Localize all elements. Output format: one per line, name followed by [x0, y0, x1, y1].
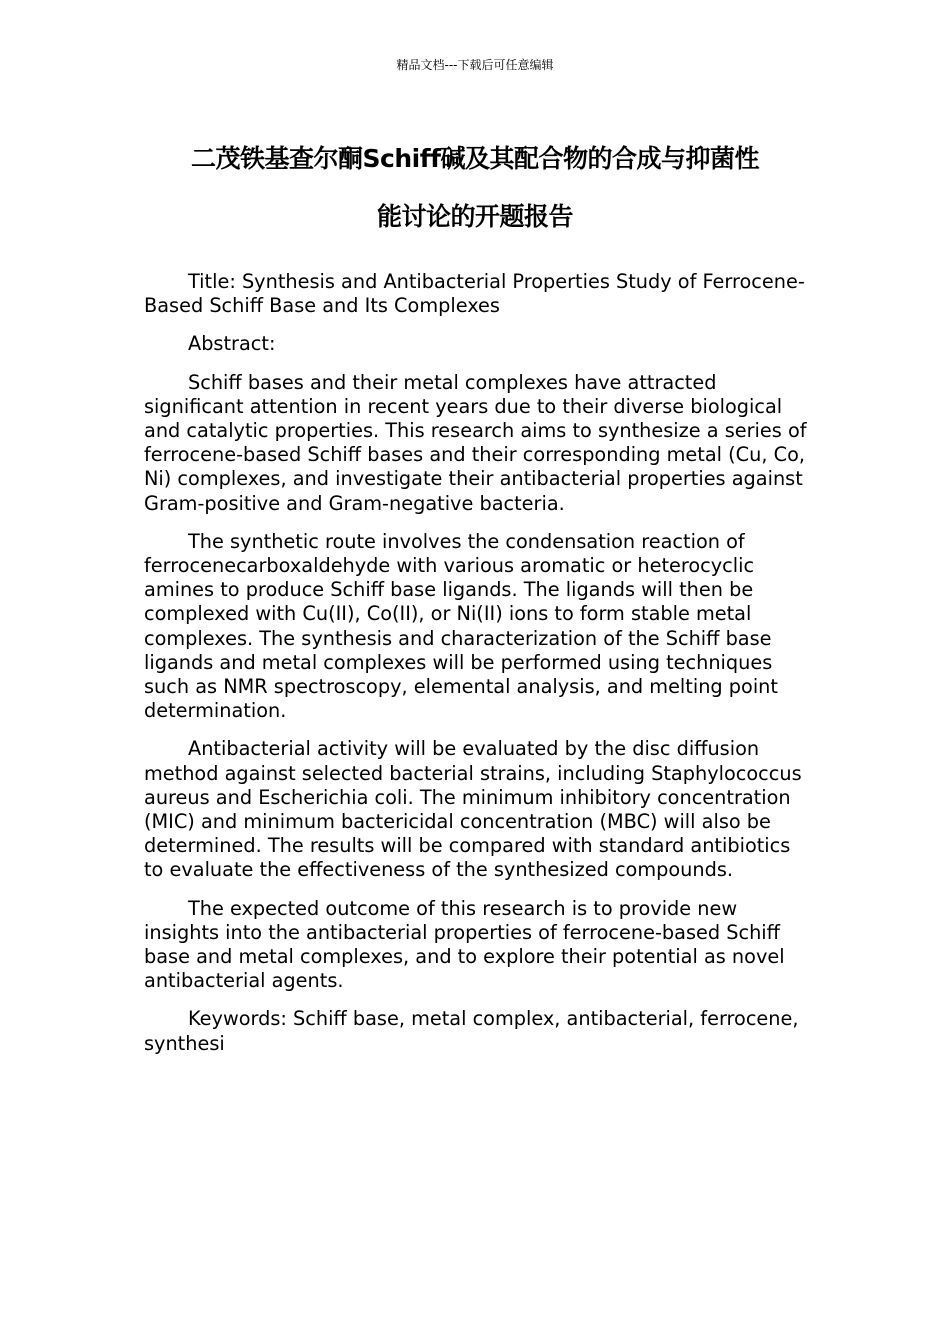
abstract-paragraph-outcome: The expected outcome of this research is to provide new insights into the antibacterial properties of ferrocene-based Schiff base and metal complexes, and to explore their potential as novel antibacterial agents. [144, 896, 785, 993]
abstract-paragraph-synthesis: The synthetic route involves the condensation reaction of ferrocenecarboxaldehyde with various aromatic or heterocyclic amines to produce Schiff base ligands. The ligands will then be complexed with Cu(II), Co(II), or Ni(II) ions to form stable metal complexes. The synthesis and characterization of the Schiff base ligands and metal complexes will be performed using techniques such as NMR spectroscopy, elemental analysis, and melting point determination. [144, 529, 778, 723]
document-title [130, 130, 820, 246]
title-line-2: 能讨论的开题报告 [376, 202, 573, 231]
title-line-1: 二茂铁基查尔酮Schiff碱及其配合物的合成与抑菌性 [191, 144, 759, 173]
document-body [144, 270, 808, 1070]
keywords-paragraph: Keywords: Schiff base, metal complex, antibacterial, ferrocene, synthesi [144, 1007, 799, 1055]
abstract-paragraph-antibacterial: Antibacterial activity will be evaluated by the disc diffusion method against selected bacterial strains, including Staphylococcus aureus and Escherichia coli. The minimum inhibitory concentration (MIC) and minimum bactericidal concentration (MBC) will also be determined. The results will be compared with standard antibiotics to evaluate the effectiveness of the synthesized compounds. [144, 737, 802, 882]
header-note: 精品文档---下载后可任意编辑 [396, 58, 554, 72]
title-paragraph: Title: Synthesis and Antibacterial Properties Study of Ferrocene-Based Schiff Base and Its Complexes [144, 270, 805, 318]
abstract-heading: Abstract: [188, 332, 276, 356]
abstract-paragraph-intro: Schiff bases and their metal complexes have attracted significant attention in recent years due to their diverse biological and catalytic properties. This research aims to synthesize a series of ferrocene-based Schiff bases and their corresponding metal (Cu, Co, Ni) complexes, and investigate their antibacterial properties against Gram-positive and Gram-negative bacteria. [144, 370, 807, 515]
